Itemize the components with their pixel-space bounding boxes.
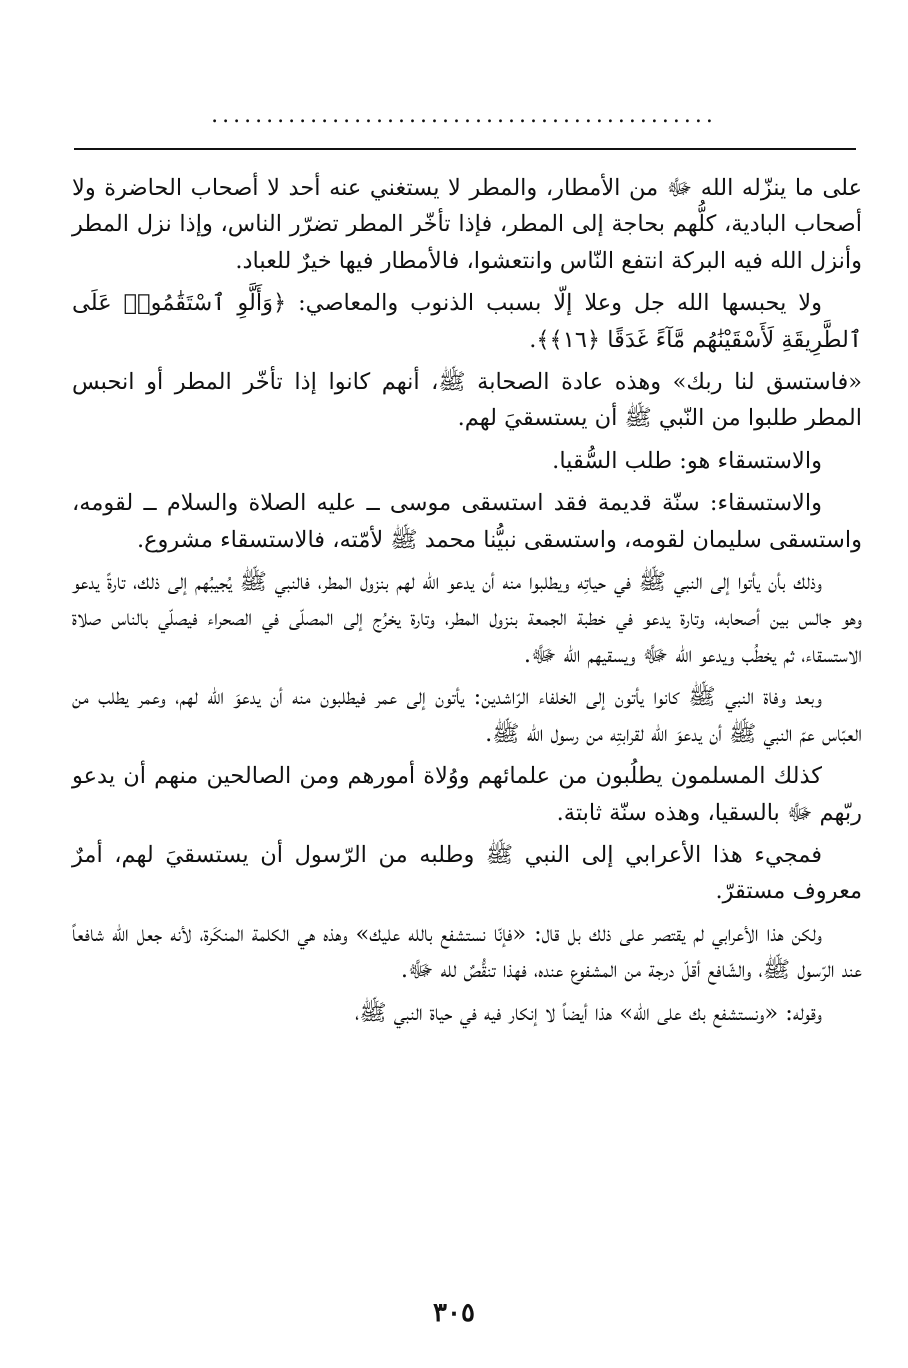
paragraph: وذلك بأن يأتوا إلى النبي ﷺ في حياتِه ويطلبوا منه أن يدعو الله لهم بنزول المطر، فالنبي ﷺ يُجيبُهم إلى ذلك، تارةً يدعو وهو جالس بين أصحابه، وتارة يدعو في خطبة الجمعة بنزول المطر، وتارة يخرُج إلى المصلّى في الصحراء فيصلّي بالناس صلاة الاستسقاء، ثم يخطُب ويدعو الله ﷻ ويسقيهم الله ﷻ. <box>72 569 862 668</box>
paragraph: وبعد وفاة النبي ﷺ كانوا يأتون إلى الخلفاء الرّاشدين: يأتون إلى عمر فيطلبون منه أن يدعوَ الله لهم، وعمر يطلب من العبّاس عمّ النبي ﷺ أن يدعوَ الله لقرابتِه من رسول الله ﷺ. <box>72 684 862 747</box>
paragraph: والاستسقاء: سنّة قديمة فقد استسقى موسى ــ عليه الصلاة والسلام ــ لقومه، واستسقى سليمان لقومه، واستسقى نبيُّنا محمد ﷺ لأمّته، فالاستسقاء مشروع. <box>72 490 862 553</box>
paragraph: وقوله: «ونستشفع بك على الله» هذا أيضاً لا إنكار فيه في حياة النبي ﷺ، <box>355 999 822 1026</box>
paragraph: ولكن هذا الأعرابي لم يقتصر على ذلك بل قال: «فإنّا نستشفع بالله عليك» وهذه هي الكلمة المنكَرة، لأنه جعل الله شافعاً عند الرّسول ﷺ، والشّافع أقلّ درجة من المشفوع عنده، فهذا تنقُّصٌ لله ﷻ. <box>72 920 862 984</box>
paragraph: فمجيء هذا الأعرابي إلى النبي ﷺ وطلبه من الرّسول أن يستسقيَ لهم، أمرٌ معروف مستقرّ. <box>72 841 862 905</box>
dotted-separator: .............................................. <box>211 104 717 128</box>
page-number: ٣٠٥ <box>433 1298 475 1328</box>
paragraph: ولا يحبسها الله جل وعلا إلّا بسبب الذنوب والمعاصي: ﴿وَأَلَّوِ ٱسْتَقَٰمُوا۟ عَلَى ٱلطَّرِيقَةِ لَأَسْقَيْنَٰهُم مَّآءً غَدَقًا ﴿١٦﴾﴾. <box>72 290 862 353</box>
paragraph: كذلك المسلمون يطلُبون من علمائهم ووُلاة أمورهم ومن الصالحين منهم أن يدعو ربّهم ﷻ بالسقيا، وهذه سنّة ثابتة. <box>72 763 862 826</box>
paragraph: «فاستسق لنا ربك» وهذه عادة الصحابة ﷺ، أنهم كانوا إذا تأخّر المطر أو انحبس المطر طلبوا من النّبي ﷺ أن يستسقيَ لهم. <box>72 369 862 432</box>
paragraph: على ما ينزّله الله ﷻ من الأمطار، والمطر لا يستغني عنه أحد لا أصحاب الحاضرة ولا أصحاب البادية، كلُّهم بحاجة إلى المطر، فإذا تأخّر المطر تضرّر الناس، وإذا نزل المطر وأنزل الله فيه البركة انتفع النّاس وانتعشوا، فالأمطار فيها خيرٌ للعباد. <box>72 175 862 274</box>
horizontal-rule <box>74 148 856 150</box>
paragraph: والاستسقاء هو: طلب السُّقيا. <box>552 447 822 474</box>
page-body <box>72 170 862 1037</box>
